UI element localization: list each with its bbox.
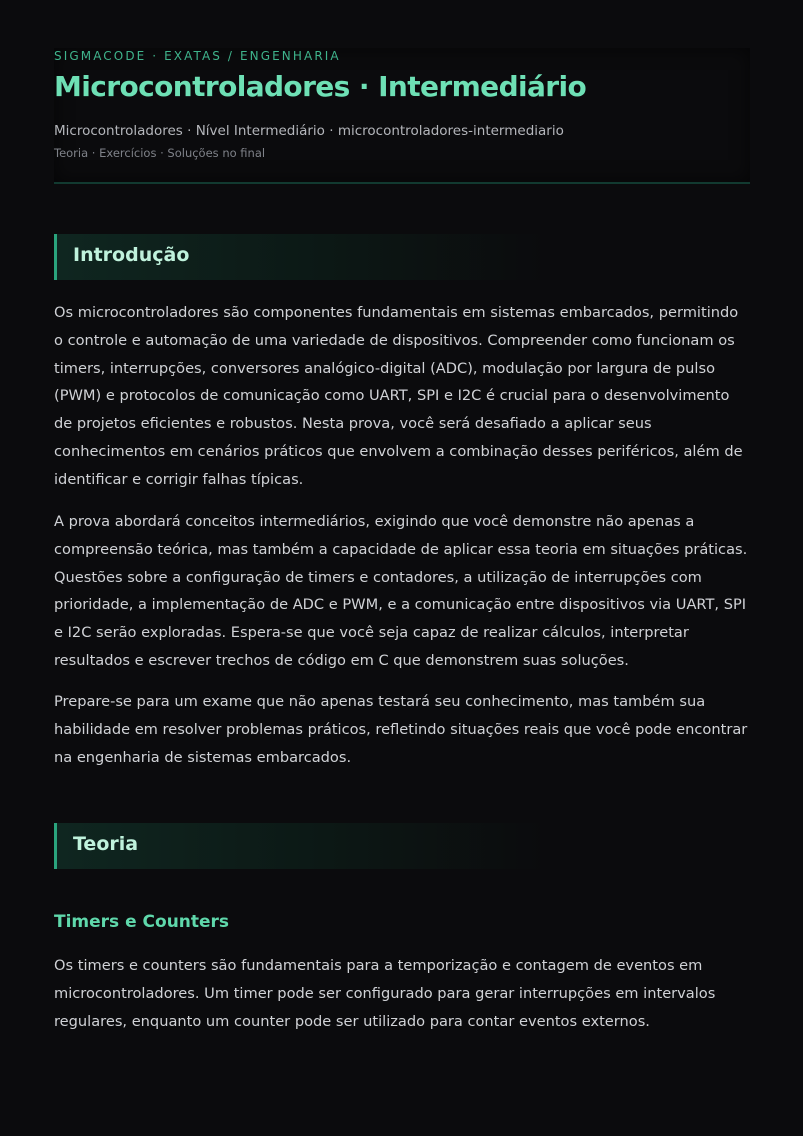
paragraph: A prova abordará conceitos intermediários, exigindo que você demonstre não apenas a compreensão teórica, mas também a capacidade de aplicar essa teoria em situações práticas. Questões sobre a configuração de timers e contadores, a utilização de interrupções com prioridade, a implementação de ADC e PWM, e a comunicação entre dispositivos via UART, SPI e I2C serão exploradas. Espera-se que você seja capaz de realizar cálculos, interpretar resultados e escrever trechos de código em C que demonstrem suas soluções. bbox=[54, 513, 748, 669]
paragraph: Os timers e counters são fundamentais para a temporização e contagem de eventos em microcontroladores. Um timer pode ser configurado para gerar interrupções em intervalos regulares, enquanto um counter pode ser utilizado para contar eventos externos. bbox=[54, 957, 716, 1030]
page-meta: Teoria · Exercícios · Soluções no final bbox=[54, 146, 266, 160]
section-heading: Introdução bbox=[73, 244, 190, 266]
eyebrow-label: SIGMACODE · EXATAS / ENGENHARIA bbox=[54, 49, 341, 63]
section-heading-bar bbox=[54, 823, 544, 869]
subsection-heading: Timers e Counters bbox=[54, 912, 230, 932]
paragraph: Os microcontroladores são componentes fundamentais em sistemas embarcados, permitindo o controle e automação de uma variedade de dispositivos. Compreender como funcionam os timers, interrupções, conversores analógico-digital (ADC), modulação por largura de pulso (PWM) e protocolos de comunicação como UART, SPI e I2C é crucial para o desenvolvimento de projetos eficientes e robustos. Nesta prova, você será desafiado a aplicar seus conhecimentos em cenários práticos que envolvem a combinação desses periféricos, além de identificar e corrigir falhas típicas. bbox=[54, 304, 743, 488]
paragraph: Prepare-se para um exame que não apenas testará seu conhecimento, mas também sua habilidade em resolver problemas práticos, refletindo situações reais que você pode encontrar na engenharia de sistemas embarcados. bbox=[54, 693, 748, 766]
section-heading: Teoria bbox=[73, 833, 139, 855]
page-subtitle: Microcontroladores · Nível Intermediário · microcontroladores-intermediario bbox=[54, 123, 564, 139]
page-title: Microcontroladores · Intermediário bbox=[54, 70, 587, 103]
document-header bbox=[54, 48, 750, 184]
section-heading-bar bbox=[54, 234, 544, 280]
